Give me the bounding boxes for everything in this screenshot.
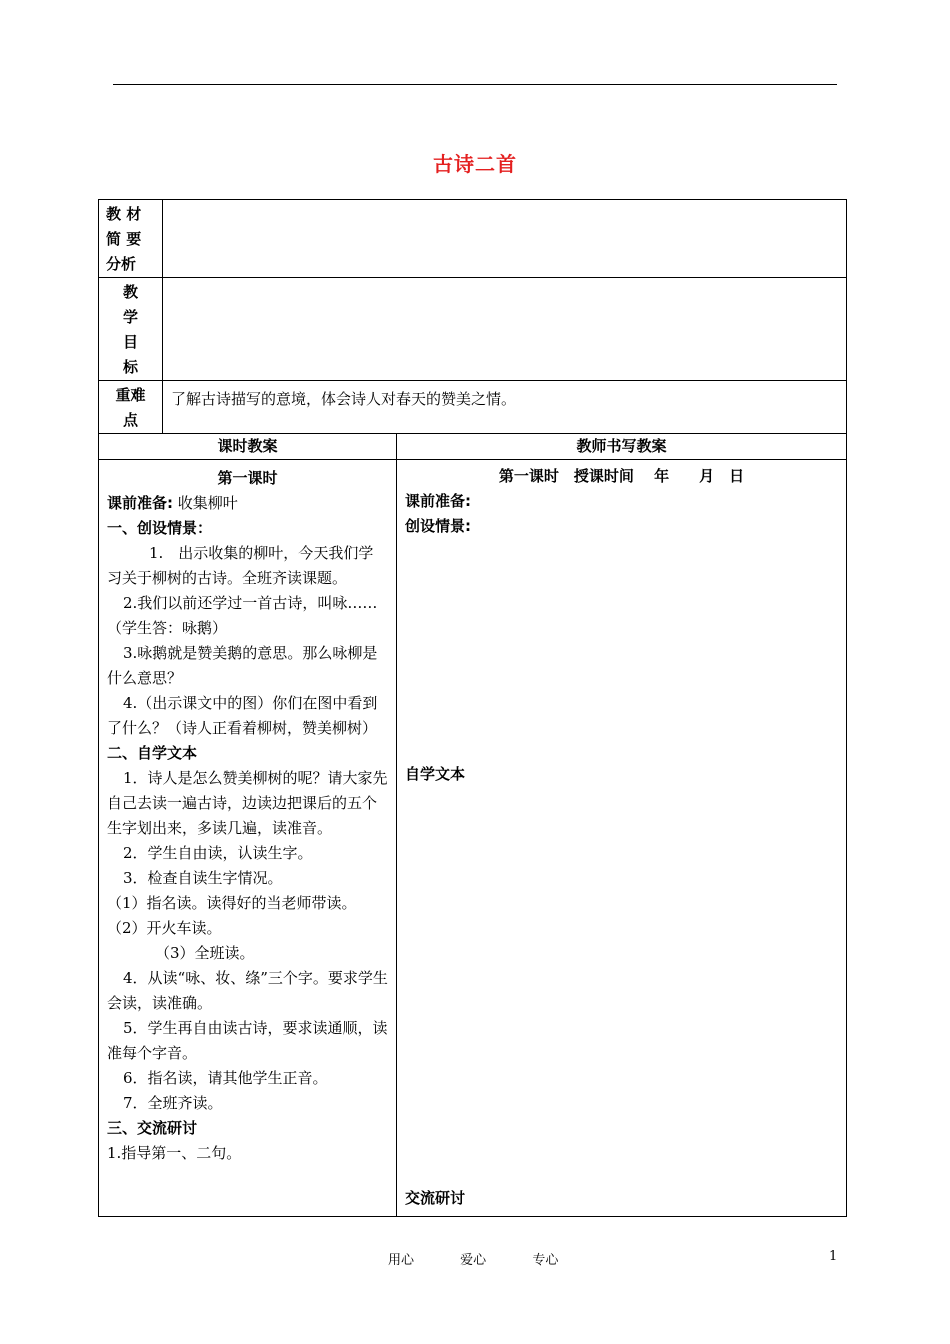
teacher-discuss-label: 交流研讨 <box>405 1189 466 1207</box>
table-row <box>99 278 847 381</box>
label-line: 学 <box>122 308 138 326</box>
paragraph: 3．检查自读生字情况。 <box>123 869 283 887</box>
section-title: 一、创设情景： <box>107 519 213 537</box>
lesson-plan-content <box>99 460 397 1217</box>
paragraph: 1．诗人是怎么赞美柳树的呢？请大家先自己去读一遍古诗，边读边把课后的五个生字划出来，多读几遍，读准音。 <box>107 769 388 837</box>
section-title: 二、自学文本 <box>107 744 198 762</box>
prep-value: 收集柳叶 <box>177 494 238 512</box>
paragraph: 7．全班齐读。 <box>123 1094 223 1112</box>
page-number: 1 <box>829 1249 838 1264</box>
label-line: 分析 <box>106 255 137 273</box>
label-line: 教 材 <box>106 205 142 223</box>
paragraph: 1.指导第一、二句。 <box>107 1144 242 1162</box>
teacher-self-study-label: 自学文本 <box>405 765 466 783</box>
right-column-header: 教师书写教案 <box>397 434 847 460</box>
paragraph: 4.（出示课文中的图）你们在图中看到了什么？（诗人正看着柳树，赞美柳树） <box>107 694 378 737</box>
teacher-notes-content <box>397 460 847 1217</box>
teaching-goals-cell <box>163 278 847 381</box>
paragraph: （2）开火车读。 <box>107 919 222 937</box>
paragraph: 4．从读“咏、妆、绦”三个字。要求学生会读，读准确。 <box>107 969 388 1012</box>
paragraph: （1）指名读。读得好的当老师带读。 <box>107 894 357 912</box>
lesson-title: 第一课时 <box>217 469 278 487</box>
table-row <box>99 200 847 278</box>
paragraph: 2.我们以前还学过一首古诗，叫咏……（学生答：咏鹅） <box>107 594 378 637</box>
header-rule <box>113 84 837 85</box>
row-label-difficulty <box>99 381 163 434</box>
label-line: 目 <box>122 333 138 351</box>
row-label-goals <box>99 278 163 381</box>
label-line: 重难 <box>115 386 146 404</box>
prep-line <box>107 491 388 516</box>
footer-item: 用心 <box>388 1253 415 1268</box>
paragraph: 1. 出示收集的柳叶，今天我们学习关于柳树的古诗。全班齐读课题。 <box>107 544 374 587</box>
label-line: 简 要 <box>106 230 142 248</box>
paragraph: 3.咏鹅就是赞美鹅的意思。那么咏柳是什么意思？ <box>107 644 378 687</box>
teacher-lesson-line: 第一课时 授课时间 年 月 日 <box>498 467 745 485</box>
difficulty-cell: 了解古诗描写的意境，体会诗人对春天的赞美之情。 <box>163 381 847 434</box>
paragraph: 5．学生再自由读古诗，要求读通顺，读准每个字音。 <box>107 1019 388 1062</box>
row-label-material <box>99 200 163 278</box>
left-column-header: 课时教案 <box>99 434 397 460</box>
page-title: 古诗二首 <box>433 152 517 176</box>
page-footer <box>388 1249 600 1268</box>
table-row <box>99 434 847 460</box>
paragraph: （3）全班读。 <box>155 944 255 962</box>
prep-label: 课前准备: <box>107 494 173 512</box>
label-line: 点 <box>122 411 138 429</box>
footer-item: 爱心 <box>460 1253 487 1268</box>
paragraph: 2．学生自由读，认读生字。 <box>123 844 313 862</box>
footer-item: 专心 <box>532 1253 559 1268</box>
section-title: 三、交流研讨 <box>107 1119 198 1137</box>
teacher-scene-label: 创设情景: <box>405 517 471 535</box>
table-row <box>99 381 847 434</box>
label-line: 标 <box>122 358 138 376</box>
teacher-prep-label: 课前准备: <box>405 492 471 510</box>
paragraph: 6．指名读，请其他学生正音。 <box>123 1069 328 1087</box>
table-row <box>99 460 847 1217</box>
label-line: 教 <box>122 283 138 301</box>
material-analysis-cell <box>163 200 847 278</box>
lesson-plan-table <box>98 199 847 1217</box>
